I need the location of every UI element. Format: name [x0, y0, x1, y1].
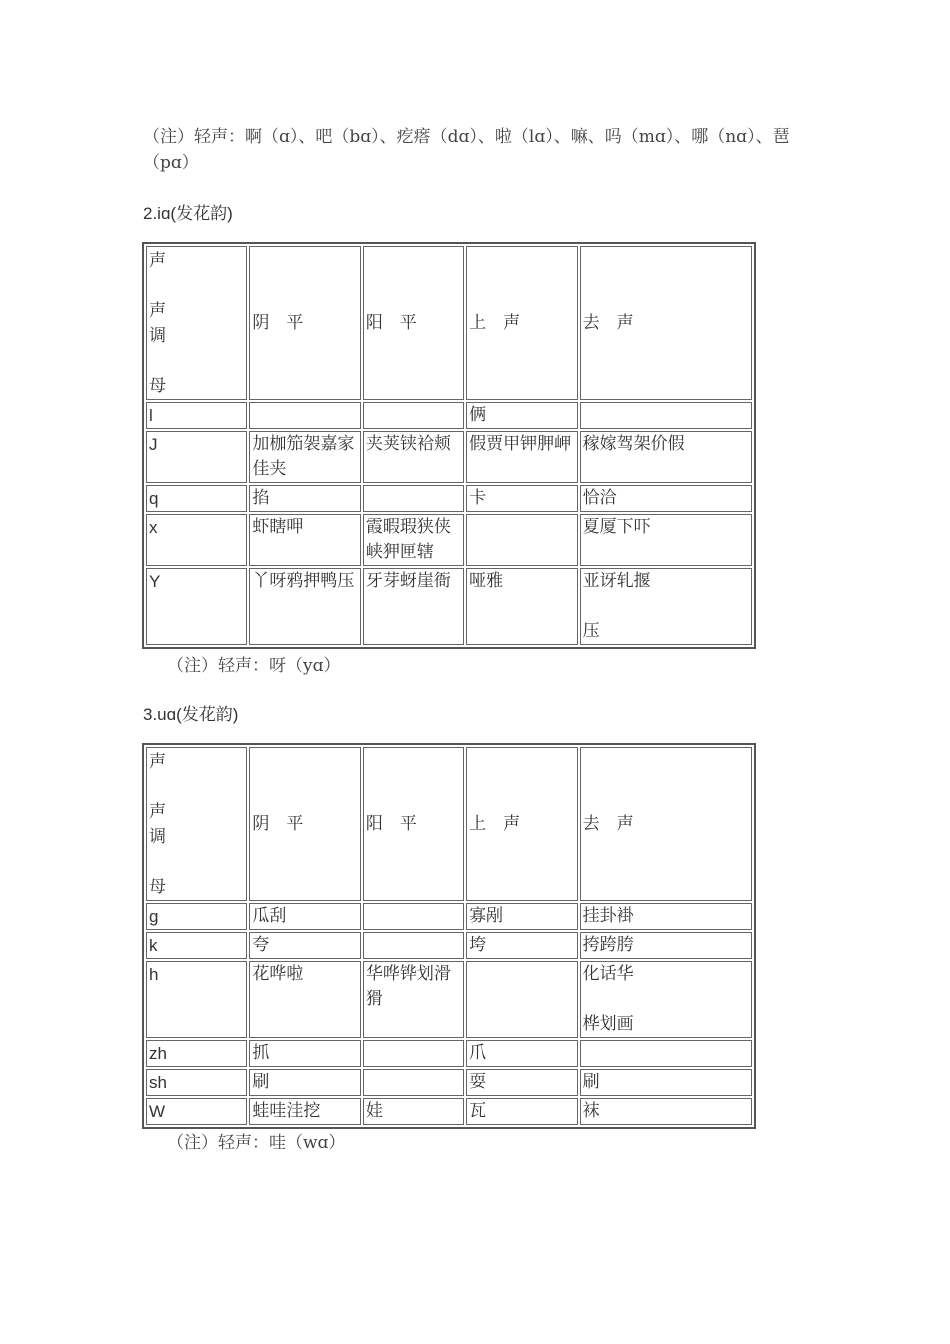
table-row [146, 932, 752, 959]
section-2-heading: 2.iɑ(发花韵) [143, 204, 233, 223]
cell-shangsheng: 哑雅 [466, 568, 577, 645]
cell-shangsheng: 瓦 [466, 1098, 577, 1125]
initial-cell: x [146, 514, 247, 566]
table-row [146, 568, 752, 645]
col-header-yangping: 阳 平 [363, 747, 464, 901]
cell-yangping [363, 1040, 464, 1067]
cell-shangsheng: 卡 [466, 485, 577, 512]
table-row [146, 485, 752, 512]
col-header-yinping: 阴 平 [249, 747, 360, 901]
col-header-yangping: 阳 平 [363, 246, 464, 400]
cell-yangping: 夹荚铗袷颊 [363, 431, 464, 483]
cell-shangsheng: 爪 [466, 1040, 577, 1067]
cell-yinping: 掐 [249, 485, 360, 512]
section-3-note: （注）轻声：哇（wɑ） [167, 1133, 346, 1153]
cell-yinping: 花哗啦 [249, 961, 360, 1038]
cell-yinping [249, 402, 360, 429]
intro-note: （注）轻声：啊（ɑ）、吧（bɑ）、疙瘩（dɑ）、啦（lɑ）、嘛、吗（mɑ）、哪（nɑ）、琶（pɑ） [143, 127, 790, 173]
header-row [146, 246, 752, 400]
initial-cell: W [146, 1098, 247, 1125]
cell-qusheng: 稼嫁驾架价假 [580, 431, 752, 483]
header-row [146, 747, 752, 901]
cell-qusheng: 亚讶轧揠 压 [580, 568, 752, 645]
section-2-note: （注）轻声：呀（yɑ） [167, 656, 341, 676]
cell-yangping: 华哗铧划滑猾 [363, 961, 464, 1038]
initial-cell: h [146, 961, 247, 1038]
initial-cell: k [146, 932, 247, 959]
cell-yangping [363, 402, 464, 429]
table-row [146, 1040, 752, 1067]
cell-qusheng: 挎跨胯 [580, 932, 752, 959]
cell-shangsheng [466, 961, 577, 1038]
cell-shangsheng [466, 514, 577, 566]
initial-cell: q [146, 485, 247, 512]
cell-qusheng [580, 1040, 752, 1067]
cell-yangping [363, 932, 464, 959]
table-row [146, 402, 752, 429]
cell-yangping: 娃 [363, 1098, 464, 1125]
ua-pinyin-table [142, 743, 756, 1129]
initial-cell: l [146, 402, 247, 429]
cell-yinping: 夸 [249, 932, 360, 959]
cell-yinping: 刷 [249, 1069, 360, 1096]
initial-cell: zh [146, 1040, 247, 1067]
cell-qusheng: 化话华 桦划画 [580, 961, 752, 1038]
cell-shangsheng: 寡剐 [466, 903, 577, 930]
cell-shangsheng: 假贾甲钾胛岬 [466, 431, 577, 483]
col-header-shangsheng: 上 声 [466, 747, 577, 901]
cell-shangsheng: 耍 [466, 1069, 577, 1096]
cell-yangping [363, 903, 464, 930]
tone-initial-corner: 声 声 调 母 [146, 246, 247, 400]
cell-yinping: 虾瞎呷 [249, 514, 360, 566]
col-header-shangsheng: 上 声 [466, 246, 577, 400]
col-header-qusheng: 去 声 [580, 246, 752, 400]
initial-cell: sh [146, 1069, 247, 1096]
section-3-heading: 3.uɑ(发花韵) [143, 705, 239, 724]
table-row [146, 431, 752, 483]
cell-yinping: 瓜刮 [249, 903, 360, 930]
table-row [146, 514, 752, 566]
table-row [146, 903, 752, 930]
cell-yangping [363, 1069, 464, 1096]
cell-yangping: 牙芽蚜崖衙 [363, 568, 464, 645]
initial-cell: g [146, 903, 247, 930]
cell-qusheng: 挂卦褂 [580, 903, 752, 930]
cell-yinping: 丫呀鸦押鸭压 [249, 568, 360, 645]
cell-qusheng [580, 402, 752, 429]
cell-qusheng: 恰洽 [580, 485, 752, 512]
col-header-yinping: 阴 平 [249, 246, 360, 400]
cell-yinping: 抓 [249, 1040, 360, 1067]
table-row [146, 1098, 752, 1125]
initial-cell: Y [146, 568, 247, 645]
cell-yangping: 霞暇瑕狭侠峡狎匣辖 [363, 514, 464, 566]
cell-qusheng: 袜 [580, 1098, 752, 1125]
cell-yinping: 加枷笳袈嘉家佳夹 [249, 431, 360, 483]
table-row [146, 1069, 752, 1096]
table-row [146, 961, 752, 1038]
cell-shangsheng: 垮 [466, 932, 577, 959]
cell-qusheng: 刷 [580, 1069, 752, 1096]
col-header-qusheng: 去 声 [580, 747, 752, 901]
cell-shangsheng: 俩 [466, 402, 577, 429]
cell-yinping: 蛙哇洼挖 [249, 1098, 360, 1125]
ia-pinyin-table [142, 242, 756, 649]
tone-initial-corner: 声 声 调 母 [146, 747, 247, 901]
cell-yangping [363, 485, 464, 512]
cell-qusheng: 夏厦下吓 [580, 514, 752, 566]
initial-cell: J [146, 431, 247, 483]
